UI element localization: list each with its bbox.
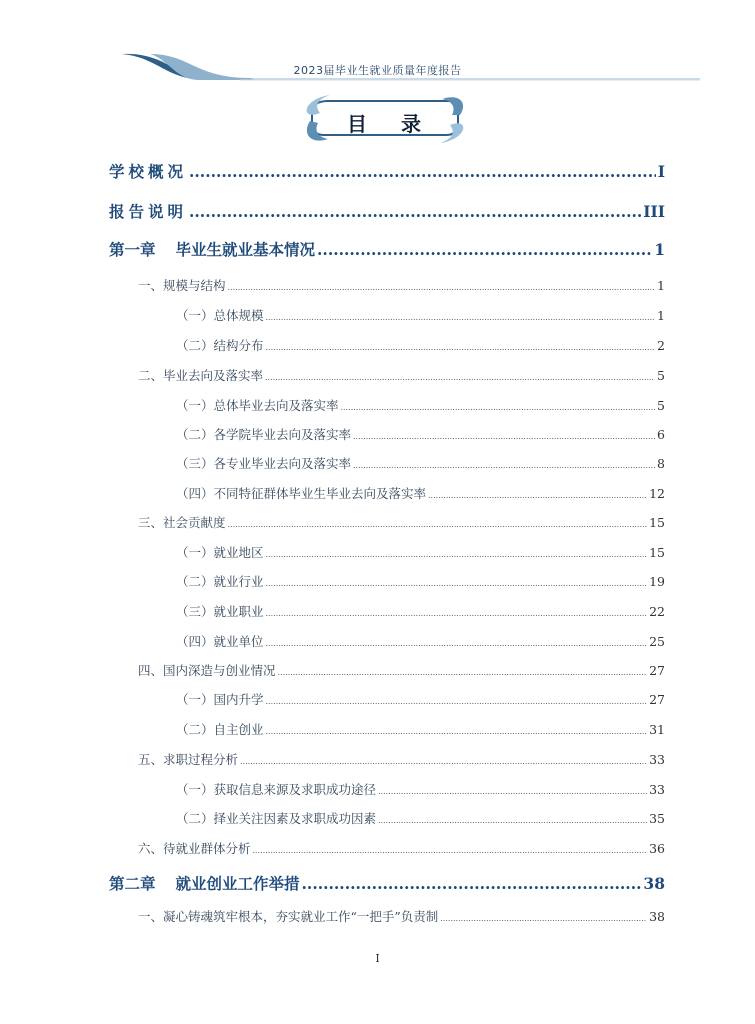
toc-entry[interactable]: （三）各专业毕业去向及落实率 ..... 8 (176, 454, 665, 472)
toc-entry[interactable]: （四）不同特征群体毕业生毕业去向及落实率 ..... 12 (176, 484, 665, 502)
toc-entry[interactable]: 一、凝心铸魂筑牢根本，夯实就业工作“一把手”负责制 ..... 38 (138, 907, 665, 925)
toc-entry[interactable]: （一）国内升学 ..... 27 (176, 690, 665, 708)
toc-entry[interactable]: （一）总体毕业去向及落实率 ..... 5 (176, 396, 665, 414)
report-title: 2023届毕业生就业质量年度报告 (293, 64, 462, 77)
toc-entry[interactable]: 六、待就业群体分析 ..... 36 (138, 839, 665, 857)
toc-entry[interactable]: 三、社会贡献度 ..... 15 (138, 513, 665, 531)
toc-entry[interactable]: 二、毕业去向及落实率 ..... 5 (138, 366, 665, 384)
toc-entry[interactable]: （四）就业单位 ..... 25 (176, 632, 665, 650)
toc-entry-report-notes[interactable]: 报告说明 ..... III (109, 200, 665, 222)
toc-entry[interactable]: （二）择业关注因素及求职成功因素 ..... 35 (176, 809, 665, 827)
toc-entry-chapter-2[interactable]: 第二章 就业创业工作举措 ..... 38 (109, 872, 665, 894)
toc-entry[interactable]: （一）获取信息来源及求职成功途径 ..... 33 (176, 780, 665, 798)
toc-entry-school-overview[interactable]: 学校概况 ..... I (109, 160, 665, 182)
toc-entry-chapter-1[interactable]: 第一章 毕业生就业基本情况 ..... 1 (109, 238, 665, 260)
toc-entry[interactable]: （二）结构分布 ..... 2 (176, 336, 665, 354)
toc-entry[interactable]: 一、规模与结构 ..... 1 (138, 276, 665, 294)
toc-entry[interactable]: 四、国内深造与创业情况 ..... 27 (138, 661, 665, 679)
toc-entry[interactable]: （二）各学院毕业去向及落实率 ..... 6 (176, 425, 665, 443)
page-number: I (375, 952, 380, 965)
toc-entry[interactable]: （二）自主创业 ..... 31 (176, 720, 665, 738)
toc-entry[interactable]: （二）就业行业 ..... 19 (176, 572, 665, 590)
toc-entry[interactable]: （一）总体规模 ..... 1 (176, 306, 665, 324)
toc-entry[interactable]: （一）就业地区 ..... 15 (176, 543, 665, 561)
toc-entry[interactable]: 五、求职过程分析 ..... 33 (138, 750, 665, 768)
toc-heading-left: 目 (347, 112, 369, 136)
toc-entry[interactable]: （三）就业职业 ..... 22 (176, 602, 665, 620)
toc-heading-right: 录 (401, 112, 423, 136)
